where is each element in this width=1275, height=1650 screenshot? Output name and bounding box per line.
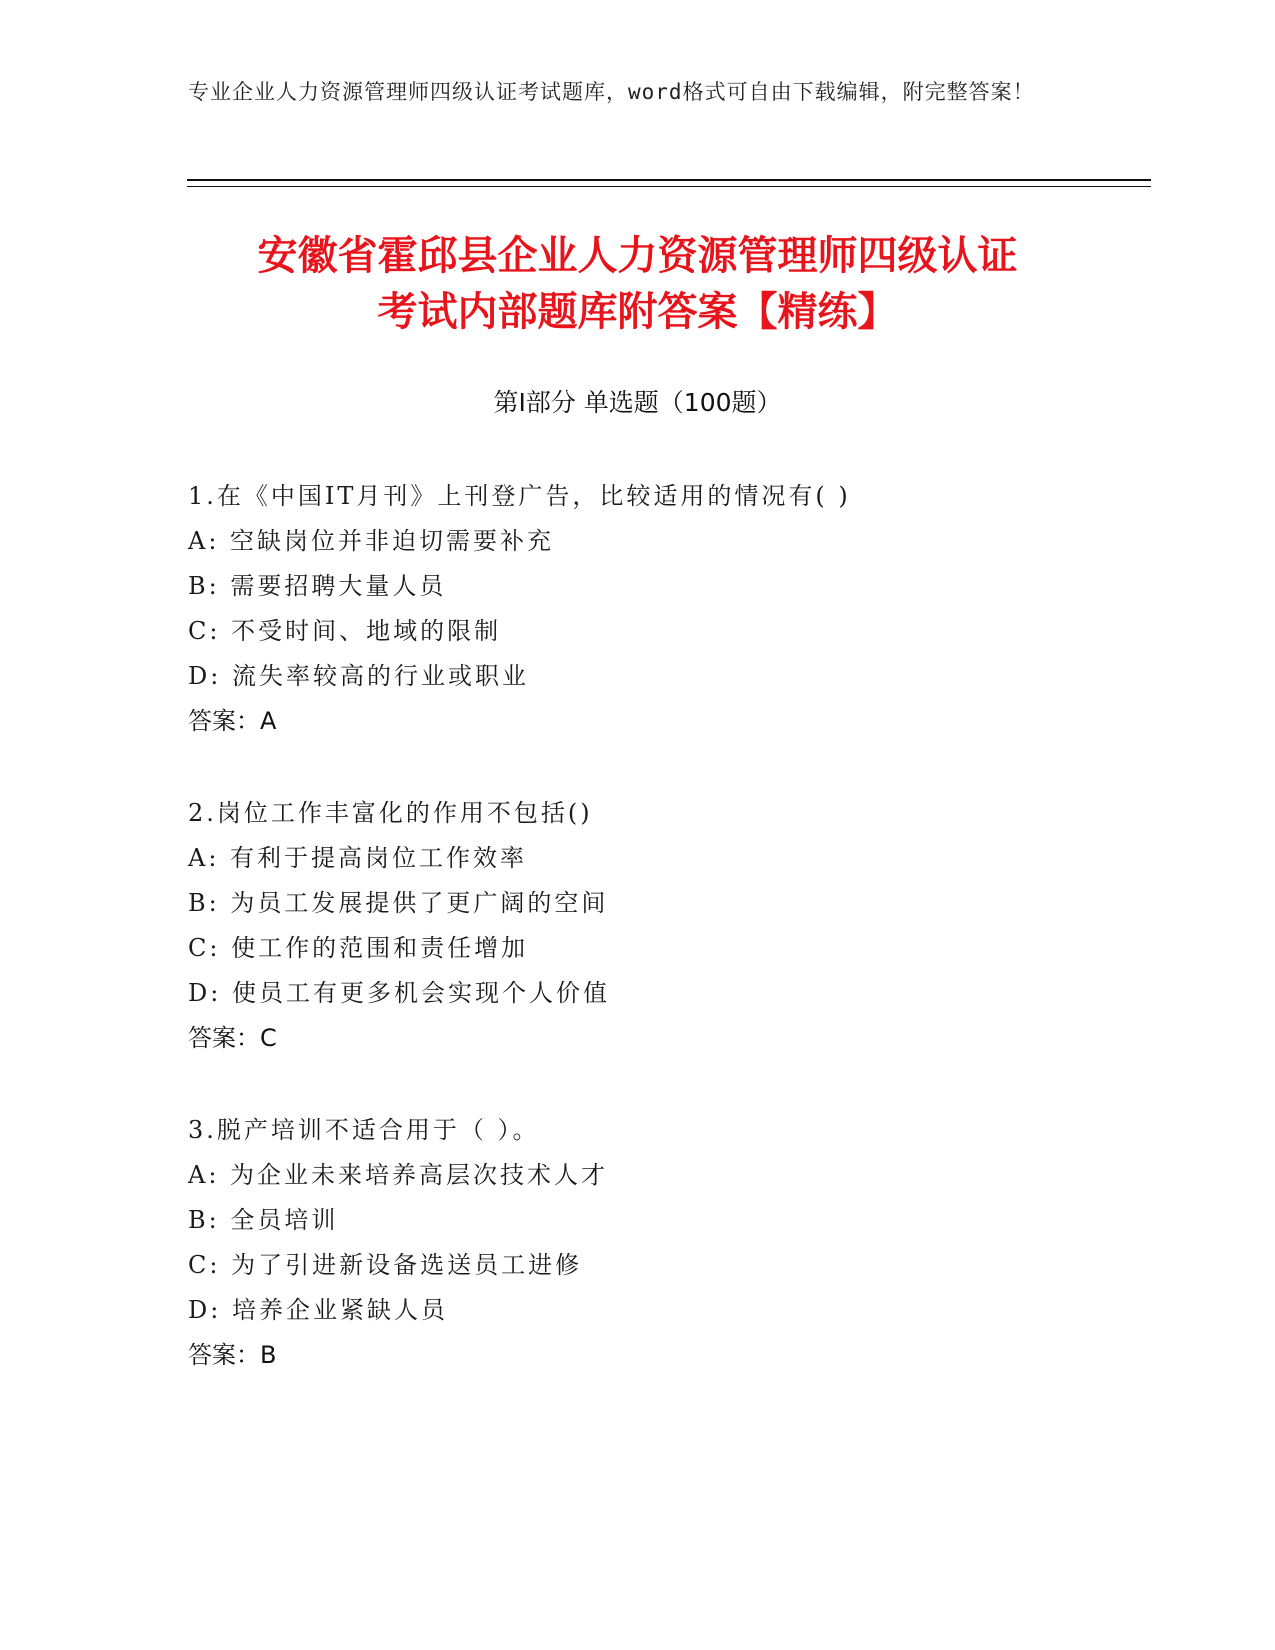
option-a: A: 空缺岗位并非迫切需要补充 <box>188 527 555 555</box>
answer-line: 答案：C <box>188 1024 277 1052</box>
question-2 <box>188 791 1088 1061</box>
option-c: C: 不受时间、地域的限制 <box>188 617 502 645</box>
header-rule-thick <box>187 179 1151 181</box>
option-d: D: 使员工有更多机会实现个人价值 <box>188 979 610 1007</box>
question-stem: 3.脱产培训不适合用于（ ）。 <box>188 1116 540 1144</box>
option-b: B: 全员培训 <box>188 1206 339 1234</box>
option-c: C: 为了引进新设备选送员工进修 <box>188 1251 583 1279</box>
answer-line: 答案：B <box>188 1341 277 1369</box>
answer-line: 答案：A <box>188 707 277 735</box>
option-d: D: 流失率较高的行业或职业 <box>188 662 529 690</box>
section-heading: 第Ⅰ部分 单选题（100题） <box>493 388 782 417</box>
option-a: A: 为企业未来培养高层次技术人才 <box>188 1161 609 1189</box>
option-c: C: 使工作的范围和责任增加 <box>188 934 529 962</box>
document-title <box>150 228 1125 340</box>
document-title-line-2: 考试内部题库附答案【精练】 <box>377 289 898 335</box>
question-3 <box>188 1108 1088 1378</box>
header-note: 专业企业人力资源管理师四级认证考试题库，word格式可自由下载编辑，附完整答案！ <box>188 80 1035 104</box>
option-b: B: 需要招聘大量人员 <box>188 572 447 600</box>
question-stem: 1.在《中国IT月刊》上刊登广告，比较适用的情况有( ) <box>188 482 851 510</box>
question-1 <box>188 474 1088 744</box>
option-d: D: 培养企业紧缺人员 <box>188 1296 448 1324</box>
document-title-line-1: 安徽省霍邱县企业人力资源管理师四级认证 <box>257 233 1018 279</box>
question-stem: 2.岗位工作丰富化的作用不包括() <box>188 799 593 827</box>
option-a: A: 有利于提高岗位工作效率 <box>188 844 528 872</box>
header-rule-thin <box>187 186 1151 187</box>
option-b: B: 为员工发展提供了更广阔的空间 <box>188 889 609 917</box>
